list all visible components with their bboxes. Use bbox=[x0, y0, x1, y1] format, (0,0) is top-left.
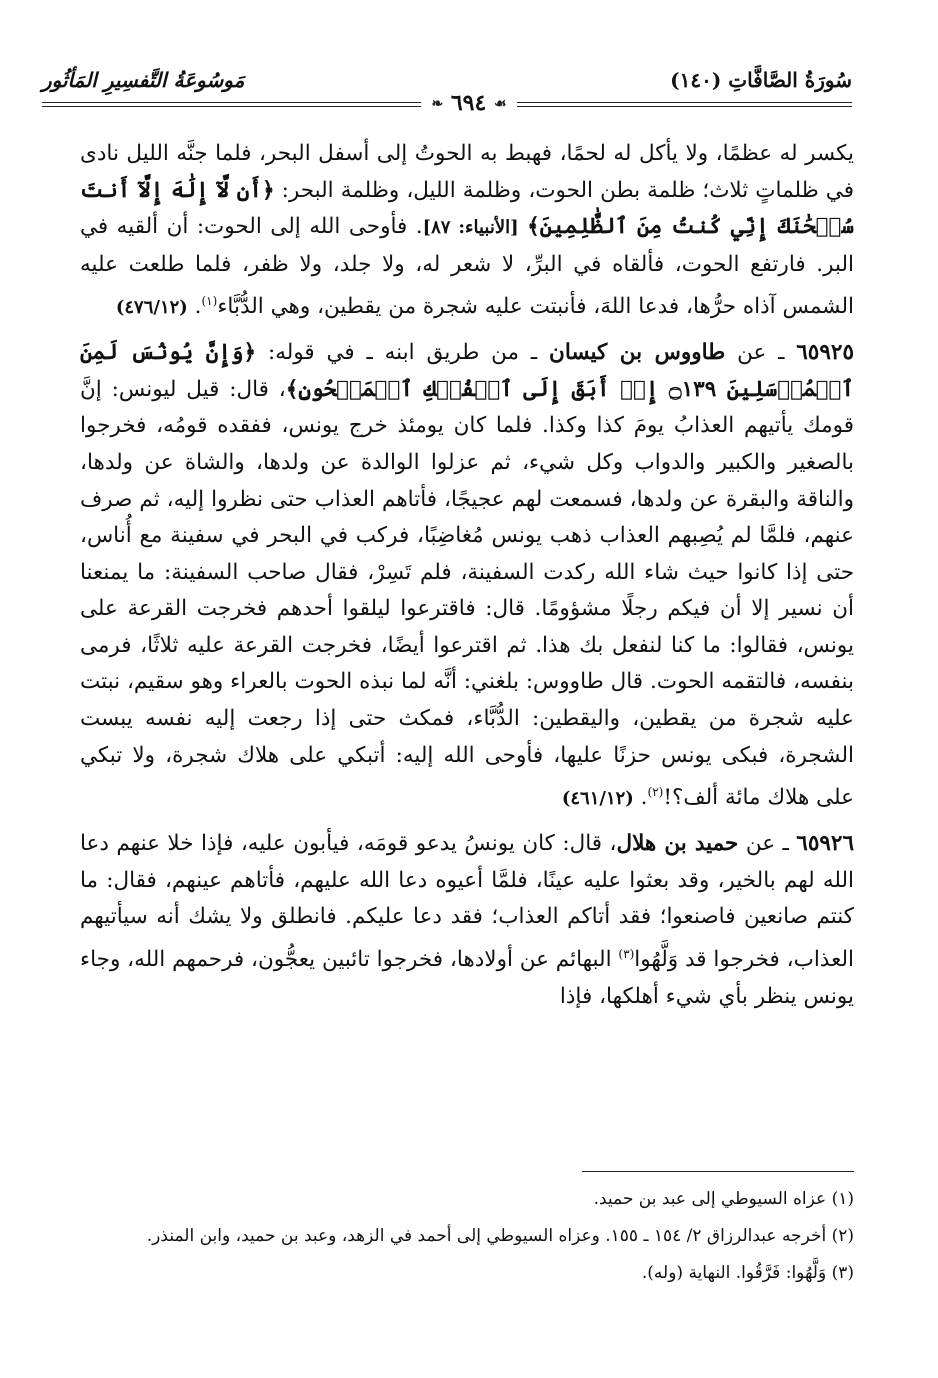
footnote-item: (٢) أخرجه عبدالرزاق ٢/ ١٥٤ ـ ١٥٥. وعزاه السيوطي إلى أحمد في الزهد، وعبد بن حميد، وابن المنذر. bbox=[146, 1226, 854, 1246]
footnote-item: (١) عزاه السيوطي إلى عبد بن حميد. bbox=[593, 1189, 854, 1209]
intro-text-2: . فأوحى الله إلى الحوت: أن ألقيه في البر. فارتفع الحوت، فألقاه في البرِّ، لا شعر له، ولا جلد، ولا ظفر، فلما طلعت عليه الشمس آذاه حرُّها، فدعا اللهَ، فأنبتت عليه شجرة من يقطين، وهي الدُّبَّاء bbox=[80, 214, 854, 320]
footnote-mark[interactable]: (٣) bbox=[618, 946, 635, 961]
footnote-item: (٣) وَلَّهُوا: فَرَّقُوا. النهاية (وله). bbox=[641, 1263, 854, 1283]
narrator-name: حميد بن هلال bbox=[616, 831, 739, 856]
quran-verse: ﴿وَإِنَّ يُونُسَ لَمِنَ ٱلۡمُرۡسَلِينَ ۝١٣٩ إِذۡ أَبَقَ إِلَى ٱلۡفُلۡكِ ٱلۡمَشۡحُونِ﴾ bbox=[80, 340, 854, 402]
page-number: ٦٩٤ bbox=[450, 90, 487, 116]
narration-number: ٦٥٩٢٦ bbox=[796, 831, 855, 856]
left-ornament-icon: ❧ bbox=[431, 96, 444, 112]
right-ornament-icon: ☙ bbox=[493, 96, 507, 112]
book-title-running-head: مَوسُوعَةُ التَّفسِيرِ المَأثُور bbox=[42, 68, 245, 92]
sentence-end: . bbox=[633, 785, 648, 811]
sentence-end: . bbox=[187, 294, 202, 320]
narration-entry bbox=[80, 335, 854, 818]
narration-text: ، قال: كان يونسُ يدعو قومَه، فيأبون عليه، فإذا خلا عنهم دعا الله لهم بالخير، وقد بعثوا عليه عينًا، فلمَّا أعيوه دعا الله عليهم، فأتاهم عينهم، فقال: ما كنتم صانعين فاصنعوا؛ فقد أتاكم العذاب؛ فقد دعا عليكم. فانطلق ولا يشك أنه سيأتيهم العذاب، فخرجوا قد وَلَّهُوا bbox=[80, 831, 854, 972]
verse-reference: [الأنبياء: ٨٧] bbox=[422, 217, 519, 239]
surah-running-head: سُورَةُ الصَّافَّاتِ (١٤٠) bbox=[670, 68, 852, 92]
page-number-wrap bbox=[0, 90, 938, 116]
footnote-mark[interactable]: (٢) bbox=[647, 785, 664, 800]
intro-text: يكسر له عظمًا، ولا يأكل له لحمًا، فهبط به الحوتُ إلى أسفل البحر، فلما جنَّه الليل نادى في ظلماتٍ ثلاث؛ ظلمة بطن الحوت، وظلمة الليل، وظلمة البحر: bbox=[80, 141, 854, 203]
narration-text-2: البهائم عن أولادها، فخرجوا تائبين يعجُّون، فرحمهم الله، وجاء يونس ينظر بأي شيء أهلكها، فإذا bbox=[80, 946, 854, 1009]
volume-citation: (٤٧٦/١٢) bbox=[115, 297, 188, 319]
intro-paragraph bbox=[80, 136, 854, 327]
volume-citation: (٤٦١/١٢) bbox=[561, 788, 634, 810]
footnote-mark[interactable]: (١) bbox=[201, 294, 218, 309]
narration-entry bbox=[80, 826, 854, 1015]
footnote-separator bbox=[582, 1171, 854, 1172]
page-number-box bbox=[421, 90, 516, 116]
narration-text-2: ، قال: قيل ليونس: إنَّ قومك يأتيهم العذابُ يومَ كذا وكذا. فلما كان يومئذ خرج يونس، ففقده قومُه، فخرجوا بالصغير والكبير والدواب وكل شيء، ثم عزلوا الوالدة عن ولدها، والشاة عن ولدها، والناقة والبقرة عن ولدها، فسمعت لهم عجيجًا، فأتاهم العذاب حتى نظروا إليه، ثم صرف عنهم، فلمَّا لم يُصِبهم العذاب ذهب يونس مُغاضِبًا، فركب في البحر في سفينة مع أُناس، حتى إذا كانوا حيث شاء الله ركدت السفينة، فلم تَسِرْ، فقال صاحب السفينة: ما يمنعنا أن نسير إلا أن فيكم رجلًا مشؤومًا. قال: فاقترعوا ليلقوا أحدهم فخرجت القرعة على يونس، فقالوا: ما كنا لنفعل بك هذا. ثم اقترعوا أيضًا، فخرجت القرعة عليه ثلاثًا، فرمى بنفسه، فالتقمه الحوت. قال طاووس: بلغني: أنَّه لما نبذه الحوت بالعراء وهو سقيم، نبتت عليه شجرة من يقطين، واليقطين: الدُّبَّاء، فمكث حتى إذا رجعت إليه نفسه يبست الشجرة، فبكى يونس حزنًا عليها، فأوحى الله إليه: أتبكي على هلاك شجرة، ولا تبكي على هلاك مائة ألف؟! bbox=[80, 376, 855, 811]
narrator-name: طاووس بن كيسان bbox=[549, 340, 726, 366]
narration-text: ـ من طريق ابنه ـ في قوله: bbox=[256, 340, 550, 366]
narration-number: ٦٥٩٢٥ bbox=[796, 340, 854, 366]
quran-verse: ﴿أَن لَّآ إِلَٰهَ إِلَّآ أَنتَ سُبۡحَٰنَكَ إِنِّي كُنتُ مِنَ ٱلظَّٰلِمِينَ﴾ bbox=[80, 177, 855, 240]
narration-prefix: ـ عن bbox=[738, 831, 797, 856]
main-text bbox=[80, 136, 854, 1015]
narration-prefix: ـ عن bbox=[725, 340, 797, 366]
footnotes bbox=[80, 1184, 854, 1295]
